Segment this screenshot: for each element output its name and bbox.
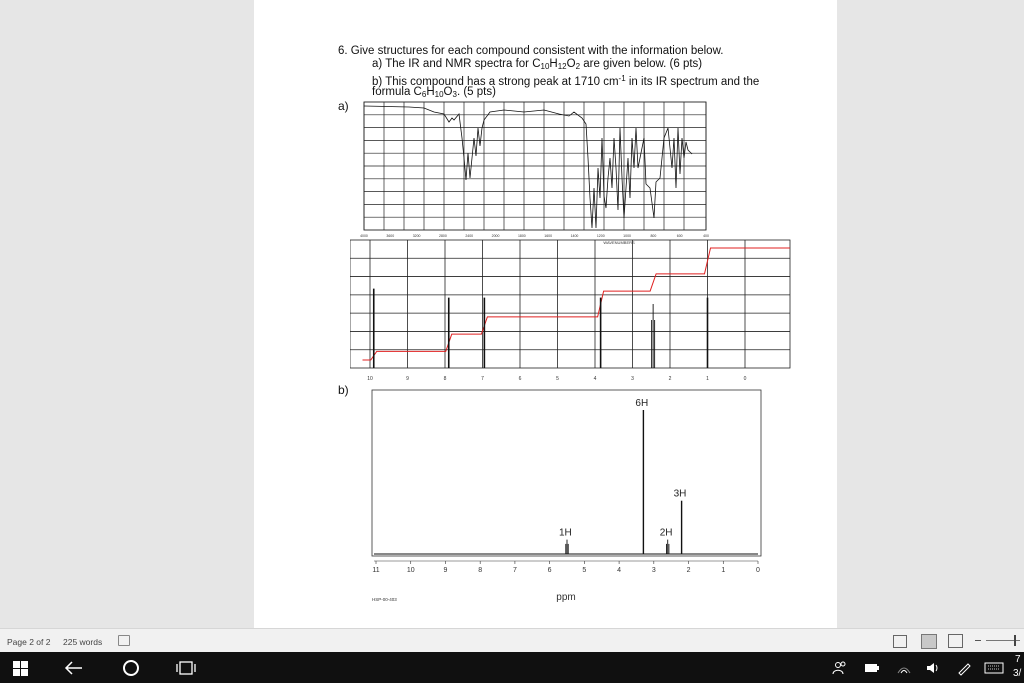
volume-icon[interactable] xyxy=(925,660,941,676)
nmr-a-tick-label: 9 xyxy=(406,376,409,382)
nmr-b-peak-label: 2H xyxy=(659,527,673,539)
ir-trace xyxy=(364,106,692,228)
document-page xyxy=(254,0,837,628)
nmr-a-integration-curve xyxy=(363,248,791,360)
nmr-a-tick-label: 7 xyxy=(481,376,484,382)
task-view-icon[interactable] xyxy=(176,660,198,676)
taskbar xyxy=(0,652,1024,683)
ir-x-title: WAVENUMBERS xyxy=(603,240,635,245)
ir-x-tick-label: 1800 xyxy=(517,234,526,238)
nmr-a-tick-label: 5 xyxy=(556,376,559,382)
nmr-a-tick-label: 0 xyxy=(743,376,747,382)
nmr-b-tick-label: 7 xyxy=(512,567,517,574)
web-layout-icon[interactable] xyxy=(948,634,963,648)
zoom-out-button[interactable] xyxy=(975,640,981,641)
windows-start-icon[interactable] xyxy=(13,661,28,676)
word-count[interactable]: 225 words xyxy=(63,637,103,647)
battery-icon[interactable] xyxy=(864,662,880,674)
ir-x-tick-label: 2000 xyxy=(491,234,500,238)
label-part-b: b) xyxy=(338,383,349,397)
nmr-a-tick-label: 2 xyxy=(668,376,672,382)
proofing-icon[interactable] xyxy=(118,635,130,646)
clock-date[interactable]: 3/ xyxy=(1013,668,1022,679)
nmr-spectrum-b xyxy=(370,388,770,604)
people-icon[interactable] xyxy=(832,660,848,676)
nmr-b-xlabel: ppm xyxy=(556,592,576,603)
label-part-a: a) xyxy=(338,99,349,113)
ir-x-tick-label: 2800 xyxy=(439,234,447,238)
nmr-b-tick-label: 3 xyxy=(651,567,656,574)
nmr-b-tick-label: 6 xyxy=(547,567,552,574)
nmr-a-tick-label: 3 xyxy=(631,376,634,382)
ir-x-tick-label: 1600 xyxy=(544,234,553,238)
question-b-text-line2: formula $C_6H_{10}O_3$. (5 pts) xyxy=(372,86,496,99)
nmr-a-frame xyxy=(350,240,790,368)
ir-x-tick-label: 3200 xyxy=(412,234,421,238)
keyboard-icon[interactable] xyxy=(984,662,1004,674)
nmr-b-tick-label: 10 xyxy=(406,567,415,574)
nmr-b-peak-label: 6H xyxy=(635,398,649,409)
pen-icon[interactable] xyxy=(956,660,972,676)
nmr-b-footer: HSP-00-403 xyxy=(372,597,397,602)
ir-x-tick-label: 1200 xyxy=(596,234,605,238)
ir-spectrum xyxy=(354,98,714,246)
ir-x-tick-label: 400 xyxy=(703,234,709,238)
question-a-text: a) The IR and NMR spectra for $C_{10}H_{12}O_2$ are given below. (6 pts) xyxy=(372,58,703,71)
question-title: 6. Give structures for each compound consistent with the information below. xyxy=(338,45,724,57)
print-layout-icon[interactable] xyxy=(921,634,937,649)
nmr-a-tick-label: 1 xyxy=(706,376,709,382)
page-count[interactable]: Page 2 of 2 xyxy=(7,637,51,647)
nmr-spectrum-a xyxy=(350,238,800,384)
nmr-b-peak-label: 1H xyxy=(559,527,572,539)
ir-x-tick-label: 3600 xyxy=(386,234,395,238)
nmr-a-tick-label: 10 xyxy=(367,376,373,382)
nmr-b-tick-label: 5 xyxy=(582,567,587,574)
ir-x-tick-label: 4000 xyxy=(360,234,368,238)
nmr-a-tick-label: 8 xyxy=(443,376,447,382)
nmr-b-tick-label: 8 xyxy=(478,567,483,574)
clock-time[interactable]: 7 xyxy=(1015,654,1021,665)
ir-x-tick-label: 1000 xyxy=(623,234,631,238)
wifi-icon[interactable] xyxy=(896,660,912,676)
status-bar xyxy=(0,628,1024,653)
back-arrow-icon[interactable] xyxy=(64,660,84,676)
nmr-b-tick-label: 4 xyxy=(617,567,622,574)
ir-x-tick-label: 800 xyxy=(650,234,657,238)
ir-x-tick-label: 2400 xyxy=(465,234,474,238)
read-mode-icon[interactable] xyxy=(893,635,907,648)
cortana-circle-icon[interactable] xyxy=(122,659,140,677)
nmr-b-tick-label: 1 xyxy=(721,567,726,574)
nmr-a-tick-label: 4 xyxy=(593,376,597,382)
nmr-b-tick-label: 0 xyxy=(756,567,760,574)
ir-x-tick-label: 1400 xyxy=(570,234,579,238)
zoom-slider-thumb[interactable] xyxy=(1014,635,1016,646)
nmr-b-peak-label: 3H xyxy=(673,488,687,500)
question-b-text-line1: b) This compound has a strong peak at 1710 $cm^{-1}$ in its IR spectrum and the xyxy=(372,74,760,88)
nmr-a-tick-label: 6 xyxy=(518,376,522,382)
nmr-b-tick-label: 2 xyxy=(686,567,691,574)
nmr-b-tick-label: 11 xyxy=(372,567,380,574)
ir-x-tick-label: 600 xyxy=(676,234,683,238)
nmr-b-tick-label: 9 xyxy=(443,567,448,574)
